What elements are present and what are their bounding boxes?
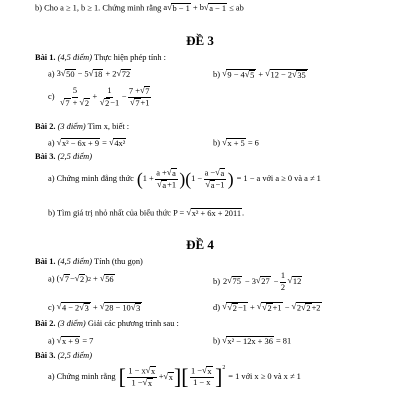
radicand: 35 (297, 71, 306, 80)
points: (3 điểm) (57, 319, 86, 328)
label: a) Chứng minh đẳng thức (48, 174, 134, 184)
t: 12 − 2 (270, 70, 292, 80)
sqrt-sign: √ (186, 207, 192, 217)
radicand: 4x² (114, 139, 126, 148)
de4-q2b (213, 336, 291, 347)
radicand (61, 302, 91, 314)
points: (3 điểm) (57, 122, 86, 131)
paren-close: ) (179, 168, 186, 189)
radicand: 75 (232, 277, 241, 287)
radicand (226, 69, 256, 81)
label: a) (48, 274, 55, 284)
sqrt-sign: √ (130, 302, 136, 312)
points: (4,5 điểm) (57, 53, 92, 62)
text: b) Cho a ≥ 1, b ≥ 1. Chứng minh rằng (35, 3, 162, 13)
de3-bai1-heading (35, 54, 166, 62)
sqrt-sign: √ (292, 69, 297, 79)
de3-q2a (48, 138, 126, 149)
label: b) (213, 336, 220, 346)
t: ) (85, 274, 88, 284)
radicand: x + 9 (61, 337, 80, 346)
radicand: a − 1 (209, 4, 227, 13)
sqrt-sign: √ (255, 275, 261, 286)
sqrt-sign: √ (99, 301, 105, 311)
radicand: 2 (105, 98, 110, 108)
label: a) Chứng minh rằng (48, 372, 116, 382)
de3-q3b (48, 208, 244, 219)
label: c) (48, 302, 55, 312)
de3-bai2-heading (35, 123, 129, 131)
fraction-3 (128, 86, 152, 109)
fraction (204, 168, 227, 191)
sqrt-sign: √ (203, 2, 209, 12)
radicand: x² + 6x + 2011 (191, 209, 242, 218)
op: − 3 (244, 276, 256, 286)
radicand: 7 (145, 87, 150, 96)
sqrt-sign: √ (79, 302, 85, 312)
paren-open: ( (185, 168, 192, 189)
de4-bai2-heading (35, 320, 179, 328)
sqrt-sign: √ (108, 137, 114, 147)
sqrt-sign: √ (99, 273, 105, 283)
fraction-2 (99, 86, 120, 109)
paren-close: ) (227, 168, 234, 189)
sqrt-sign: √ (79, 96, 85, 107)
radicand: 7 (135, 99, 140, 109)
label: d) (213, 302, 220, 312)
sqrt-sign: √ (202, 365, 207, 376)
sqrt-sign: √ (60, 68, 66, 78)
bracket-open: [ (181, 364, 189, 389)
points: (2,5 điểm) (57, 152, 92, 161)
radicand: a (162, 181, 167, 191)
text: Tính (thu gọn) (93, 257, 143, 266)
t: 1 − (131, 378, 143, 388)
fraction (280, 271, 286, 293)
radicand: 7 (65, 98, 70, 108)
radicand: 50 (66, 70, 75, 79)
fraction (127, 366, 157, 389)
fraction (190, 366, 214, 389)
de4-bai1-heading (35, 258, 143, 266)
radicand: 2 (232, 304, 237, 313)
de4-q2a (48, 336, 93, 347)
op: − (273, 276, 279, 286)
op: + (93, 274, 98, 284)
sqrt-sign: √ (287, 275, 293, 286)
t: +1 (272, 303, 282, 313)
radicand: 12 (292, 277, 302, 287)
label: a) (48, 138, 55, 148)
radicand (226, 302, 247, 314)
den (59, 98, 91, 109)
section-title-de3: ĐỀ 3 (186, 33, 214, 48)
bai-label: Bài 1. (35, 257, 56, 266)
sqrt-sign: √ (222, 301, 227, 311)
op: − (121, 92, 127, 102)
op: + 2 (105, 69, 117, 79)
radicand: a (172, 169, 176, 178)
den (204, 180, 225, 191)
radicand: 2 (84, 98, 89, 108)
sqrt-sign: √ (205, 179, 211, 190)
radicand: 3 (136, 304, 141, 313)
var: b (199, 3, 204, 13)
de4-bai3-heading (35, 352, 92, 360)
coef: 3 (56, 69, 61, 79)
op: −1 (110, 98, 120, 108)
de4-q1a: a) ( √ 7 − √ 2 ) 2 + √ 56 (48, 273, 114, 284)
t: 7 + (128, 86, 140, 96)
t: 9 − 4 (227, 70, 245, 80)
problem-b-prev (35, 3, 244, 14)
sqrt-sign: √ (157, 179, 162, 190)
t: a + (156, 168, 167, 178)
bracket-close: ] (215, 364, 223, 389)
de3-q3a (48, 168, 321, 191)
op: − 5 (77, 69, 89, 79)
op: − (284, 302, 290, 312)
sqrt-sign: √ (291, 301, 297, 311)
radicand: 2 (267, 304, 272, 313)
radicand: 2 (306, 304, 311, 313)
sqrt-sign: √ (265, 68, 271, 78)
text: Tìm x, biết : (87, 122, 130, 131)
radicand: 18 (93, 70, 103, 79)
t: +1 (167, 180, 177, 190)
radicand: 72 (121, 70, 131, 79)
t: 28 − 10 (105, 303, 131, 313)
t: 1 − x (128, 366, 146, 376)
t: 4 − 2 (61, 303, 80, 313)
fraction-1 (59, 86, 91, 109)
op: − (69, 274, 75, 284)
op: + (92, 92, 98, 102)
bracket-open: [ (118, 364, 126, 389)
de3-q2b (213, 138, 259, 149)
paren-open: ( (136, 168, 143, 189)
sqrt-sign: √ (215, 167, 220, 177)
label: b) Tìm giá trị nhỏ nhất của biểu thức P = (48, 208, 185, 218)
de4-q1d (213, 302, 322, 314)
den (131, 378, 155, 389)
label: b) (213, 69, 220, 79)
t: −1 (237, 303, 247, 313)
den (156, 180, 177, 191)
sqrt-sign: √ (222, 137, 227, 147)
den (129, 98, 150, 109)
radicand: b − 1 (172, 4, 190, 13)
num: 1 (280, 271, 286, 283)
de3-q1a (48, 69, 131, 80)
op: = 7 (82, 336, 94, 346)
de4-q3a: a) Chứng minh rằng [ 1 − x √ x 1 − √ x + √ x ] [ 1 − √ x 1 − x ] $^2$ = 1 với x ≥ 0 và x ≠ 1 (48, 364, 301, 389)
sqrt-sign: √ (56, 301, 62, 311)
t: −1 (215, 180, 225, 190)
sqrt-sign: √ (56, 137, 62, 147)
fraction (155, 168, 178, 191)
num (190, 366, 214, 378)
sqrt-sign: √ (56, 335, 62, 345)
sqrt-sign: √ (88, 68, 94, 78)
radicand: 3 (84, 304, 89, 313)
radicand: x (207, 367, 212, 377)
sqrt-sign: √ (227, 302, 233, 312)
text: = 1 với x ≥ 0 và x ≠ 1 (228, 372, 301, 382)
op: = 6 (247, 138, 259, 148)
radicand: x (151, 367, 156, 376)
sqrt-sign: √ (301, 302, 306, 312)
t: a − (204, 168, 216, 178)
radicand (261, 302, 282, 314)
label: b) (213, 276, 220, 286)
op: = 81 (275, 336, 292, 346)
sqrt-sign: √ (163, 371, 169, 382)
radicand (104, 302, 142, 314)
t: 1 − (191, 366, 203, 376)
text: Thực hiện phép tính : (93, 53, 166, 62)
text: Giải các phương trình sau : (87, 319, 179, 328)
t: 1 + (142, 174, 154, 184)
sqrt-sign: √ (139, 85, 145, 95)
sqrt-sign: √ (116, 68, 122, 78)
radicand: x + 5 (227, 139, 245, 148)
sqrt-sign: √ (222, 68, 227, 78)
de4-q1c (48, 302, 142, 314)
den (99, 98, 120, 109)
t: 1 − (191, 174, 203, 184)
num: 5 (72, 86, 78, 98)
bai-label: Bài 3. (35, 152, 56, 161)
text: = 1 − a với a ≥ 0 và a ≠ 1 (236, 174, 321, 184)
sqrt-sign: √ (129, 97, 135, 108)
sqrt-sign: √ (99, 96, 105, 107)
sqrt-sign: √ (60, 96, 65, 107)
radicand (296, 302, 322, 314)
radicand: a (220, 169, 225, 178)
de4-q1b (213, 271, 302, 293)
radicand: x (168, 373, 173, 383)
points: (4,5 điểm) (57, 257, 92, 266)
de3-q1b (213, 69, 308, 81)
radicand: x (147, 379, 153, 389)
label: c) (48, 92, 55, 102)
num: 1 (106, 86, 112, 98)
radicand: 7 (64, 275, 69, 284)
op: = (102, 138, 107, 148)
radicand (270, 69, 308, 81)
sqrt-sign: √ (227, 275, 233, 286)
bai-label: Bài 2. (35, 319, 56, 328)
radicand: 5 (250, 71, 255, 80)
op: +1 (140, 98, 150, 108)
op: + (158, 372, 164, 382)
op: + (192, 3, 198, 13)
sqrt-sign: √ (222, 335, 227, 345)
op: + (258, 69, 264, 79)
t: ( (56, 274, 60, 284)
bracket-close: ] (173, 364, 182, 389)
text: ≤ ab (229, 3, 244, 13)
points: (2,5 điểm) (57, 351, 92, 360)
radicand: a (210, 181, 215, 191)
sqrt-sign: √ (262, 302, 267, 312)
coef: 2 (222, 276, 228, 286)
bai-label: Bài 1. (35, 53, 56, 62)
sqrt-sign: √ (142, 377, 148, 388)
den: 1 − x (193, 378, 211, 388)
den: 2 (280, 282, 286, 292)
t: +2 (311, 303, 321, 313)
section-title-de4: ĐỀ 4 (186, 237, 214, 252)
op: + (72, 98, 78, 108)
op: + (92, 302, 98, 312)
radicand: 56 (105, 275, 114, 284)
bai-label: Bài 3. (35, 351, 56, 360)
radicand: 2 (80, 275, 85, 284)
label: a) (48, 69, 55, 79)
sqrt-sign: √ (59, 273, 65, 283)
sqrt-sign: √ (256, 301, 262, 311)
var: a (163, 3, 168, 13)
op: + (249, 302, 255, 312)
t: . (242, 208, 245, 218)
sqrt-sign: √ (166, 167, 172, 177)
bai-label: Bài 2. (35, 122, 56, 131)
radicand: 27 (261, 277, 270, 287)
de3-bai3-heading (35, 153, 92, 161)
radicand: x² − 6x + 9 (61, 139, 100, 148)
label: b) (213, 138, 220, 148)
sqrt-sign: √ (167, 2, 172, 12)
sqrt-sign: √ (74, 273, 80, 283)
sqrt-sign: √ (244, 69, 250, 79)
sqrt-sign: √ (145, 365, 151, 375)
t: 2 (296, 303, 302, 313)
radicand: x² − 12x + 36 (227, 337, 273, 346)
de3-q1c (48, 86, 153, 109)
label: a) (48, 336, 55, 346)
